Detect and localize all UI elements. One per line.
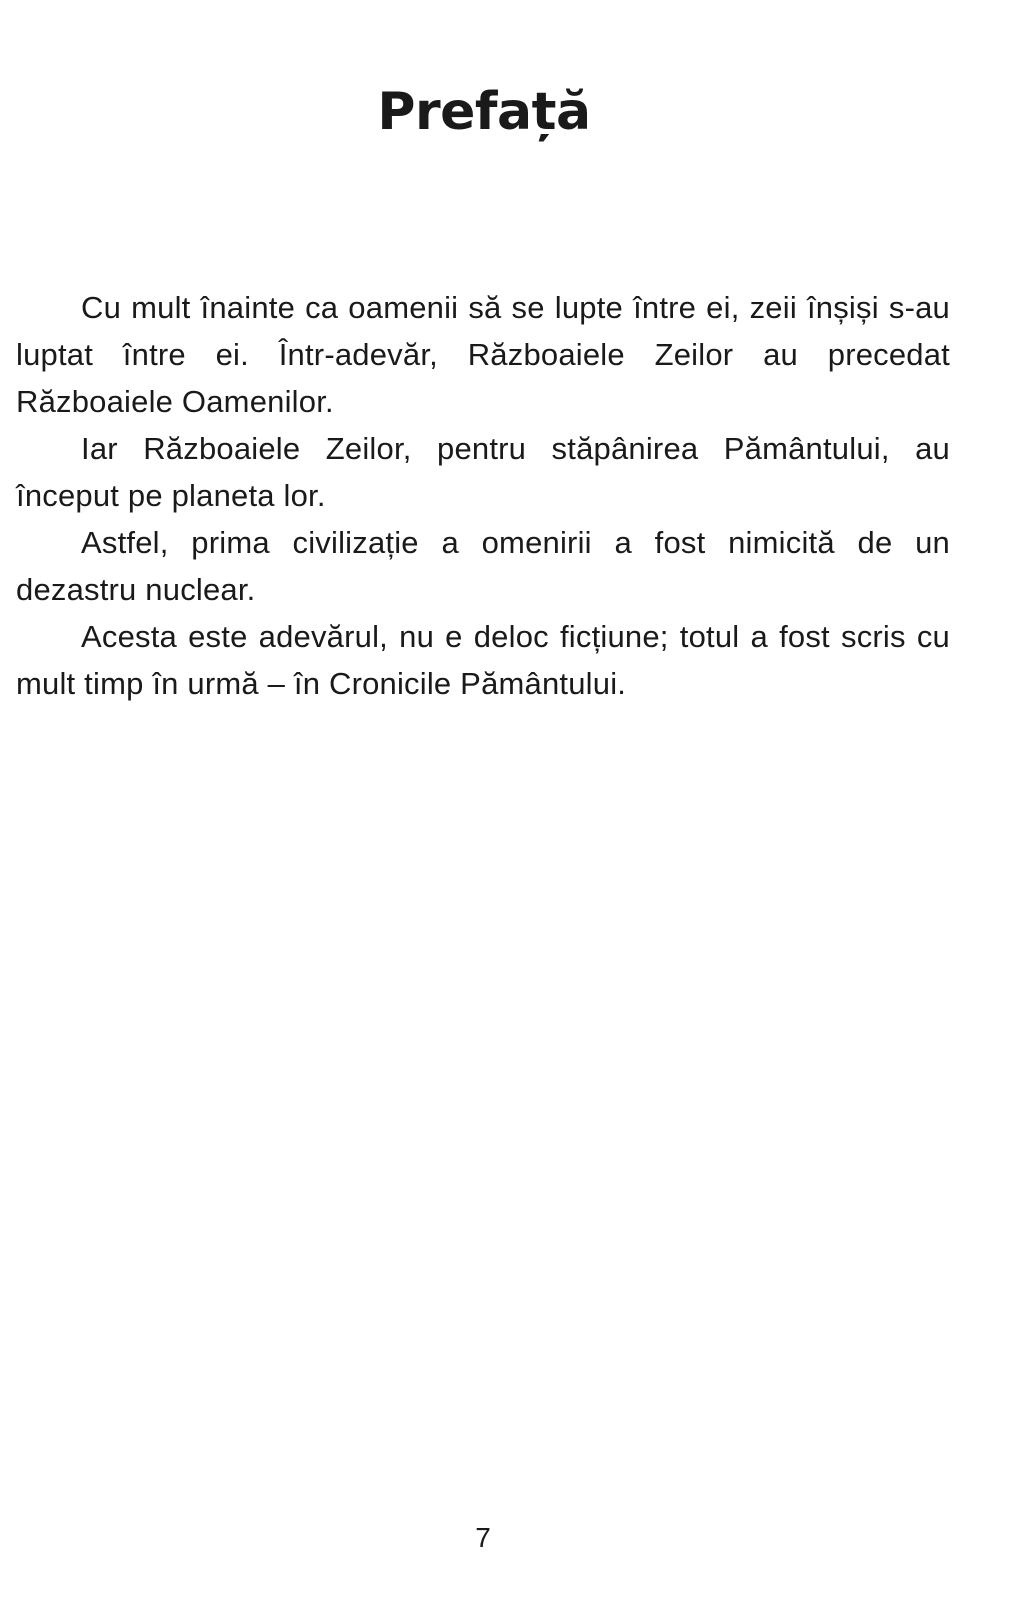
page-number: 7 <box>475 1522 491 1553</box>
paragraph-3: Astfel, prima civilizație a omenirii a fost nimicită de un dezastru nuclear. <box>16 525 950 607</box>
paragraph-1: Cu mult înainte ca oamenii să se lupte între ei, zeii înșiși s-au luptat între ei. Într-adevăr, Războaiele Zeilor au precedat Războaiele Oamenilor. <box>16 290 950 419</box>
preface-text <box>16 284 950 707</box>
paragraph-2: Iar Războaiele Zeilor, pentru stăpânirea Pământului, au început pe planeta lor. <box>16 431 950 513</box>
page-title: Prefață <box>377 82 591 142</box>
paragraph-4: Acesta este adevărul, nu e deloc ficțiune; totul a fost scris cu mult timp în urmă – în Cronicile Pământului. <box>16 619 950 701</box>
